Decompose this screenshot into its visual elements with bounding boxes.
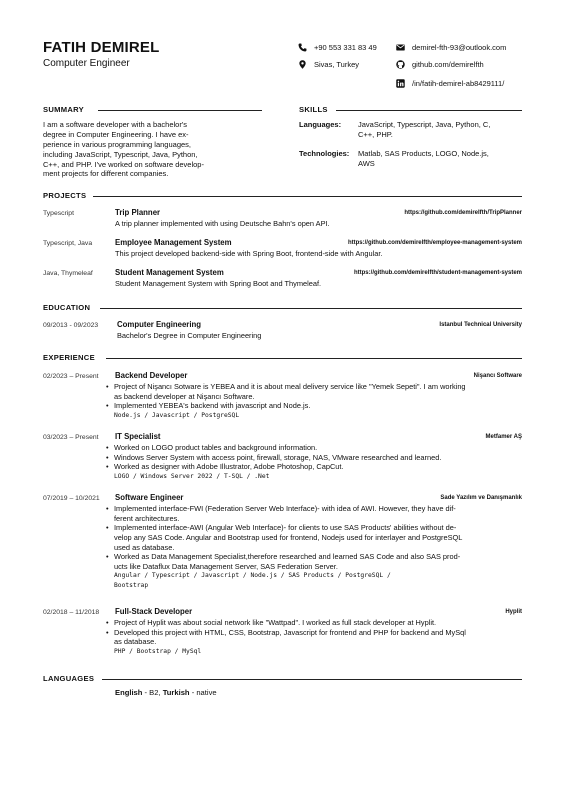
candidate-name: FATIH DEMIREL [43,39,160,56]
project-description: A trip planner implemented with using Deutsche Bahn's open API. [115,219,330,228]
education-degree: Computer Engineering [117,320,202,329]
job-details [106,443,526,481]
education-divider [100,308,522,309]
project-description: This project developed backend-side with Spring Boot, frontend-side with Angular. [115,249,383,258]
projects-section-title: PROJECTS [43,191,87,200]
contact-linkedin[interactable]: /in/fatih-demirel-ab8429111/ [396,79,504,89]
job-bullet: • Developed this project with HTML, CSS, Bootstrap, Javascript for frontend and PHP for backend and MySql as database. [106,628,526,647]
job-company: Sade Yazılım ve Danışmanlık [440,495,522,501]
job-details [106,382,526,420]
skills-divider [336,110,522,111]
job-details [106,504,526,590]
job-details [106,618,526,656]
job-date: 02/2018 – 11/2018 [43,609,100,616]
education-section-title: EDUCATION [43,303,91,312]
experience-section-title: EXPERIENCE [43,353,95,362]
job-tech-stack: LOGO / Windows Server 2022 / T-SQL / .Net [114,472,270,480]
skill-label-technologies: Technologies: [299,149,350,158]
education-school: Istanbul Technical University [439,322,522,328]
job-company: Hyplit [505,609,522,615]
contact-phone: +90 553 331 83 49 [298,43,377,53]
experience-divider [106,358,522,359]
project-tag: Java, Thymeleaf [43,270,93,277]
job-bullet: • Project of Nişancı Sotware is YEBEA and it is about meal delivery service like "Yemek Sepeti". I am working as backend developer at Nişancı Software. [106,382,526,401]
job-bullet: • Project of Hyplit was about social network like "Wattpad". I worked as full stack developer at Hyplit. [106,618,526,628]
job-bullet: • Windows Server System with access point, firewall, storage, NAS, VMware researched and learned. [106,453,526,463]
job-bullet: • Implemented YEBEA's backend with javascript and Node.js. [106,401,526,411]
summary-text: I am a software developer with a bachelor's degree in Computer Engineering. I have ex- perience in various programming languages, including JavaScript, Typescript, Java, Python, C++, and PHP. I've worked on software develop- ment projects for different companies. [43,120,204,179]
job-tech-stack: Angular / Typescript / Javascript / Node.js / SAS Products / PostgreSQL / Bootstrap [114,572,391,589]
job-date: 02/2023 – Present [43,373,99,380]
languages-divider [102,679,522,680]
skill-value-languages: JavaScript, Typescript, Java, Python, C, C++, PHP. [358,120,491,139]
contact-email[interactable]: demirel-fth-93@outlook.com [396,43,506,53]
summary-section-title: SUMMARY [43,105,85,114]
summary-divider [98,110,262,111]
job-bullet: • Worked as Data Management Specialist,therefore researched and learned SAS Code and also SAS prod- ucts like Dataflux Data Management Server, SAS Federation Server. [106,552,526,571]
skills-section-title: SKILLS [299,105,328,114]
job-company: Metfamer AŞ [485,434,522,440]
project-title: Student Management System [115,268,224,277]
project-link[interactable]: https://github.com/demirelfth/student-management-system [353,270,522,276]
job-tech-stack: PHP / Bootstrap / MySql [114,647,202,655]
projects-divider [93,196,522,197]
job-title: Software Engineer [115,493,184,502]
job-date: 03/2023 – Present [43,434,99,441]
job-title: IT Specialist [115,432,161,441]
project-description: Student Management System with Spring Boot and Thymeleaf. [115,279,322,288]
language-level: - B2, [142,688,163,697]
contact-github[interactable]: github.com/demirelfth [396,60,484,70]
education-description: Bachelor's Degree in Computer Engineering [117,331,262,340]
job-tech-stack: Node.js / Javascript / PostgreSQL [114,411,240,419]
job-bullet: • Implemented interface-AWI (Angular Web Interface)- for clients to use SAS Products' abilities without de- velop any SAS Code. Angular and Bootstrap used for frontend, Nodejs used for interlayer and PostgreSQL used as database. [106,523,526,552]
contact-location: Sivas, Turkey [298,60,359,70]
phone-icon [298,43,307,52]
languages-section-title: LANGUAGES [43,674,95,683]
language-name: Turkish [162,688,190,697]
job-title: Backend Developer [115,371,188,380]
job-company: Nişancı Software [473,373,522,379]
job-bullet: • Worked as designer with Adobe Illustrator, Adobe Photoshop, CapCut. [106,462,526,472]
project-tag: Typescript, Java [43,240,93,247]
linkedin-icon [396,79,405,88]
github-icon [396,60,405,69]
language-name: English [115,688,143,697]
job-title: Full-Stack Developer [115,607,193,616]
project-link[interactable]: https://github.com/demirelfth/TripPlanner [404,210,522,216]
job-bullet: • Worked on LOGO product tables and background information. [106,443,526,453]
project-title: Trip Planner [115,208,161,217]
skill-label-languages: Languages: [299,120,342,129]
language-level: - native [189,688,217,697]
envelope-icon [396,43,405,52]
job-bullet: • Implemented interface-FWI (Federation Server Web Interface)- with idea of AWI. However, they have dif- ferent architectures. [106,504,526,523]
languages-list [115,688,217,698]
job-date: 07/2019 – 10/2021 [43,495,100,502]
project-link[interactable]: https://github.com/demirelfth/employee-management-system [347,240,522,246]
education-date: 09/2013 - 09/2023 [43,322,99,329]
project-title: Employee Management System [115,238,232,247]
project-tag: Typescript [43,210,74,217]
location-pin-icon [298,60,307,69]
candidate-role: Computer Engineer [43,58,130,69]
skill-value-technologies: Matlab, SAS Products, LOGO, Node.js, AWS [358,149,489,168]
